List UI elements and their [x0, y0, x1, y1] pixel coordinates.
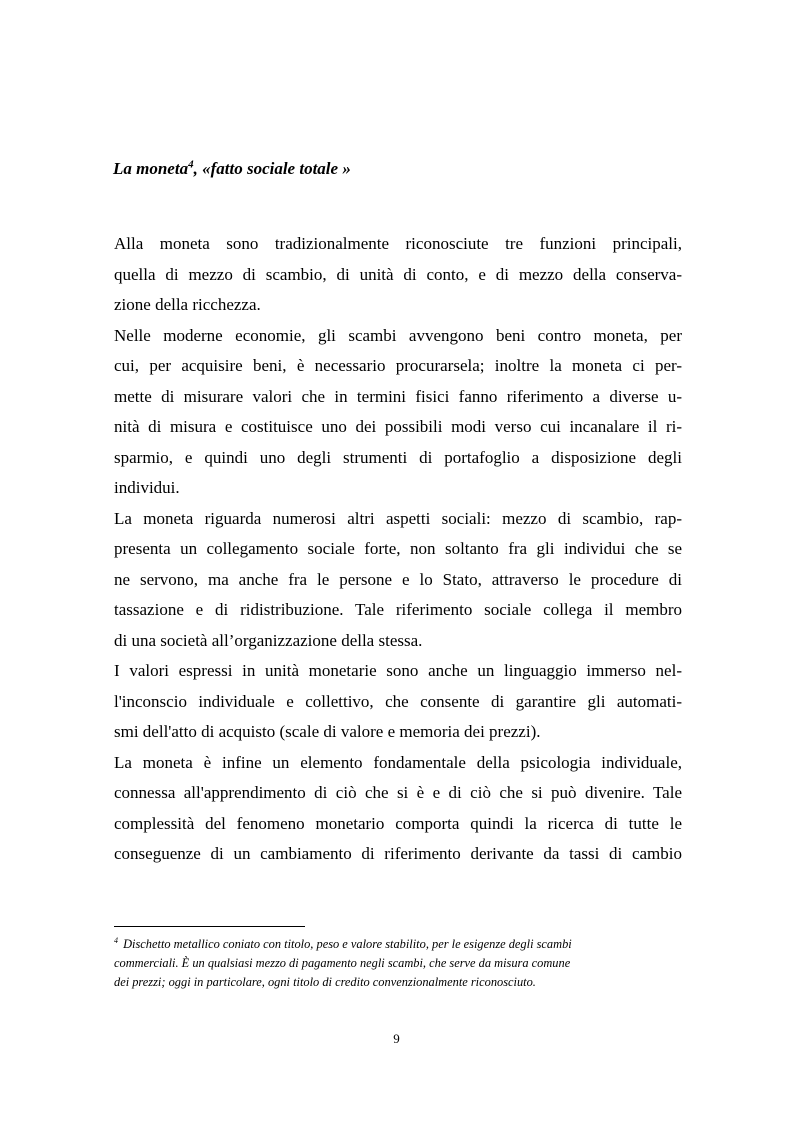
body-line: tassazione e di ridistribuzione. Tale riferimento sociale collega il membro: [114, 600, 682, 619]
body-line: sparmio, e quindi uno degli strumenti di portafoglio a disposizione degli: [114, 447, 682, 467]
body-line: complessità del fenomeno monetario comporta quindi la ricerca di tutte le: [114, 813, 682, 833]
body-line: I valori espressi in unità monetarie sono anche un linguaggio immerso nel-: [114, 661, 682, 680]
heading-footnote-ref: 4: [188, 158, 194, 171]
footnote-divider: [114, 926, 305, 927]
body-line: smi dell'atto di acquisto (scale di valore e memoria dei prezzi).: [114, 722, 541, 741]
body-line: ne servono, ma anche fra le persone e lo Stato, attraverso le procedure di: [114, 569, 682, 589]
heading-subtitle: , «fatto sociale totale »: [193, 159, 351, 178]
body-line: cui, per acquisire beni, è necessario procurarsela; inoltre la moneta ci per-: [114, 356, 682, 375]
body-line: Alla moneta sono tradizionalmente riconosciute tre funzioni principali,: [114, 234, 682, 253]
body-line: mette di misurare valori che in termini fisici fanno riferimento a diverse u-: [114, 386, 682, 406]
page-number: 9: [393, 1031, 400, 1046]
footnote-line: commerciali. È un qualsiasi mezzo di pagamento negli scambi, che serve da misura comune: [114, 956, 571, 970]
footnote-number: 4: [114, 935, 118, 945]
heading-title: La moneta: [113, 159, 189, 178]
body-line: conseguenze di un cambiamento di riferimento derivante da tassi di cambio: [114, 844, 682, 863]
body-line: Nelle moderne economie, gli scambi avvengono beni contro moneta, per: [114, 325, 682, 345]
footnote-text: Dischetto metallico coniato con titolo, peso e valore stabilito, per le esigenze degli scambi: [120, 937, 572, 951]
body-line: presenta un collegamento sociale forte, non soltanto fra gli individui che se: [114, 539, 682, 558]
body-line: di una società all’organizzazione della stessa.: [114, 630, 423, 650]
body-text: [114, 229, 682, 870]
body-line: zione della ricchezza.: [114, 295, 261, 314]
body-line: La moneta è infine un elemento fondamentale della psicologia individuale,: [114, 752, 682, 772]
section-heading: [113, 157, 693, 181]
body-line: connessa all'apprendimento di ciò che si è e di ciò che si può divenire. Tale: [114, 783, 682, 802]
footnote-line: [114, 935, 674, 954]
body-line: nità di misura e costituisce uno dei possibili modi verso cui incanalare il ri-: [114, 417, 682, 436]
body-line: La moneta riguarda numerosi altri aspetti sociali: mezzo di scambio, rap-: [114, 508, 682, 528]
body-line: quella di mezzo di scambio, di unità di conto, e di mezzo della conserva-: [114, 264, 682, 284]
footnote-line: dei prezzi; oggi in particolare, ogni titolo di credito convenzionalmente riconosciuto.: [114, 975, 536, 989]
body-line: individui.: [114, 478, 180, 497]
footnote: [114, 935, 674, 992]
body-line: l'inconscio individuale e collettivo, che consente di garantire gli automati-: [114, 691, 682, 711]
